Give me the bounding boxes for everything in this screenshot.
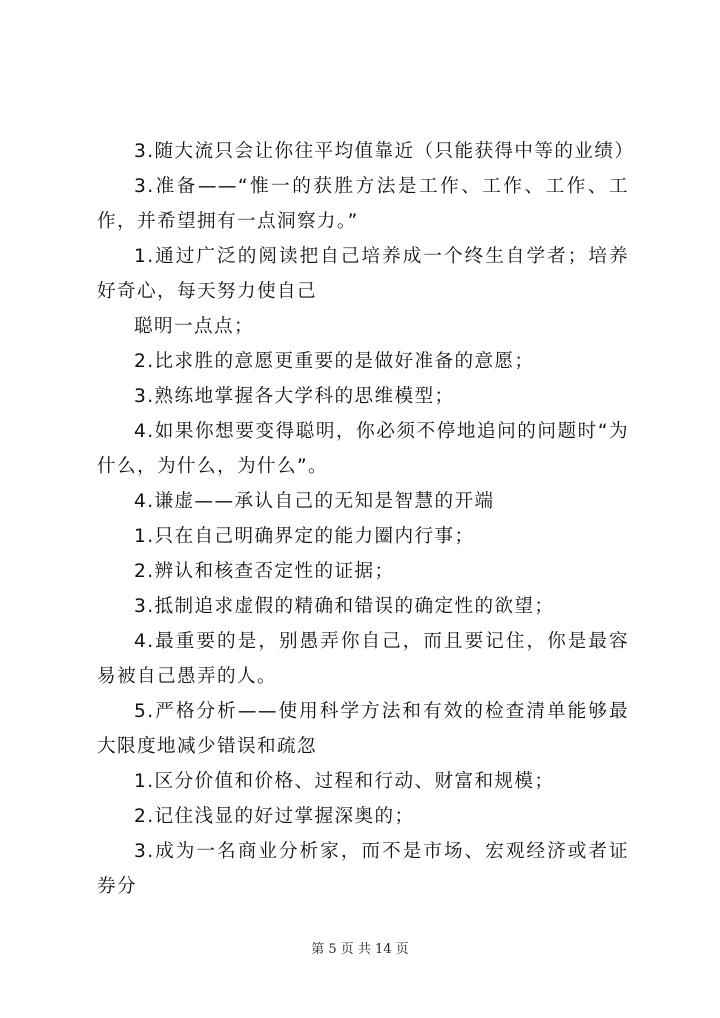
document-body <box>97 134 635 904</box>
paragraph-obvious-over-esoteric: 2.记住浅显的好过掌握深奥的； <box>134 806 415 827</box>
paragraph-rigorous-analysis-heading: 5.严格分析——使用科学方法和有效的检查清单能够最大限度地减少错误和疏忽 <box>97 701 629 757</box>
paragraph-ask-why: 4.如果你想要变得聪明，你必须不停地追问的问题时“为什么，为什么，为什么”。 <box>97 421 629 477</box>
paragraph-lifelong-learner: 1.通过广泛的阅读把自己培养成一个终生自学者；培养好奇心，每天努力使自己 <box>97 246 629 302</box>
paragraph-follow-crowd: 3.随大流只会让你往平均值靠近（只能获得中等的业绩） <box>134 141 635 162</box>
paragraph-business-analyst: 3.成为一名商业分析家，而不是市场、宏观经济或者证券分 <box>97 841 629 897</box>
page-footer: 第 5 页 共 14 页 <box>311 942 409 957</box>
paragraph-will-to-prepare: 2.比求胜的意愿更重要的是做好准备的意愿； <box>134 351 535 372</box>
paragraph-humility-heading: 4.谦虚——承认自己的无知是智慧的开端 <box>134 491 495 512</box>
paragraph-dont-fool-yourself: 4.最重要的是，别愚弄你自己，而且要记住，你是最容易被自己愚弄的人。 <box>97 631 629 687</box>
paragraph-circle-of-competence: 1.只在自己明确界定的能力圈内行事； <box>134 526 475 547</box>
paragraph-value-vs-price: 1.区分价值和价格、过程和行动、财富和规模； <box>134 771 555 792</box>
paragraph-false-precision: 3.抵制追求虚假的精确和错误的确定性的欲望； <box>134 596 555 617</box>
paragraph-preparation-heading: 3.准备——“惟一的获胜方法是工作、工作、工作、工作，并希望拥有一点洞察力。” <box>97 176 629 232</box>
paragraph-smarter-bit: 聪明一点点； <box>134 316 254 337</box>
paragraph-mental-models: 3.熟练地掌握各大学科的思维模型； <box>134 386 455 407</box>
paragraph-disconfirming-evidence: 2.辨认和核查否定性的证据； <box>134 561 395 582</box>
